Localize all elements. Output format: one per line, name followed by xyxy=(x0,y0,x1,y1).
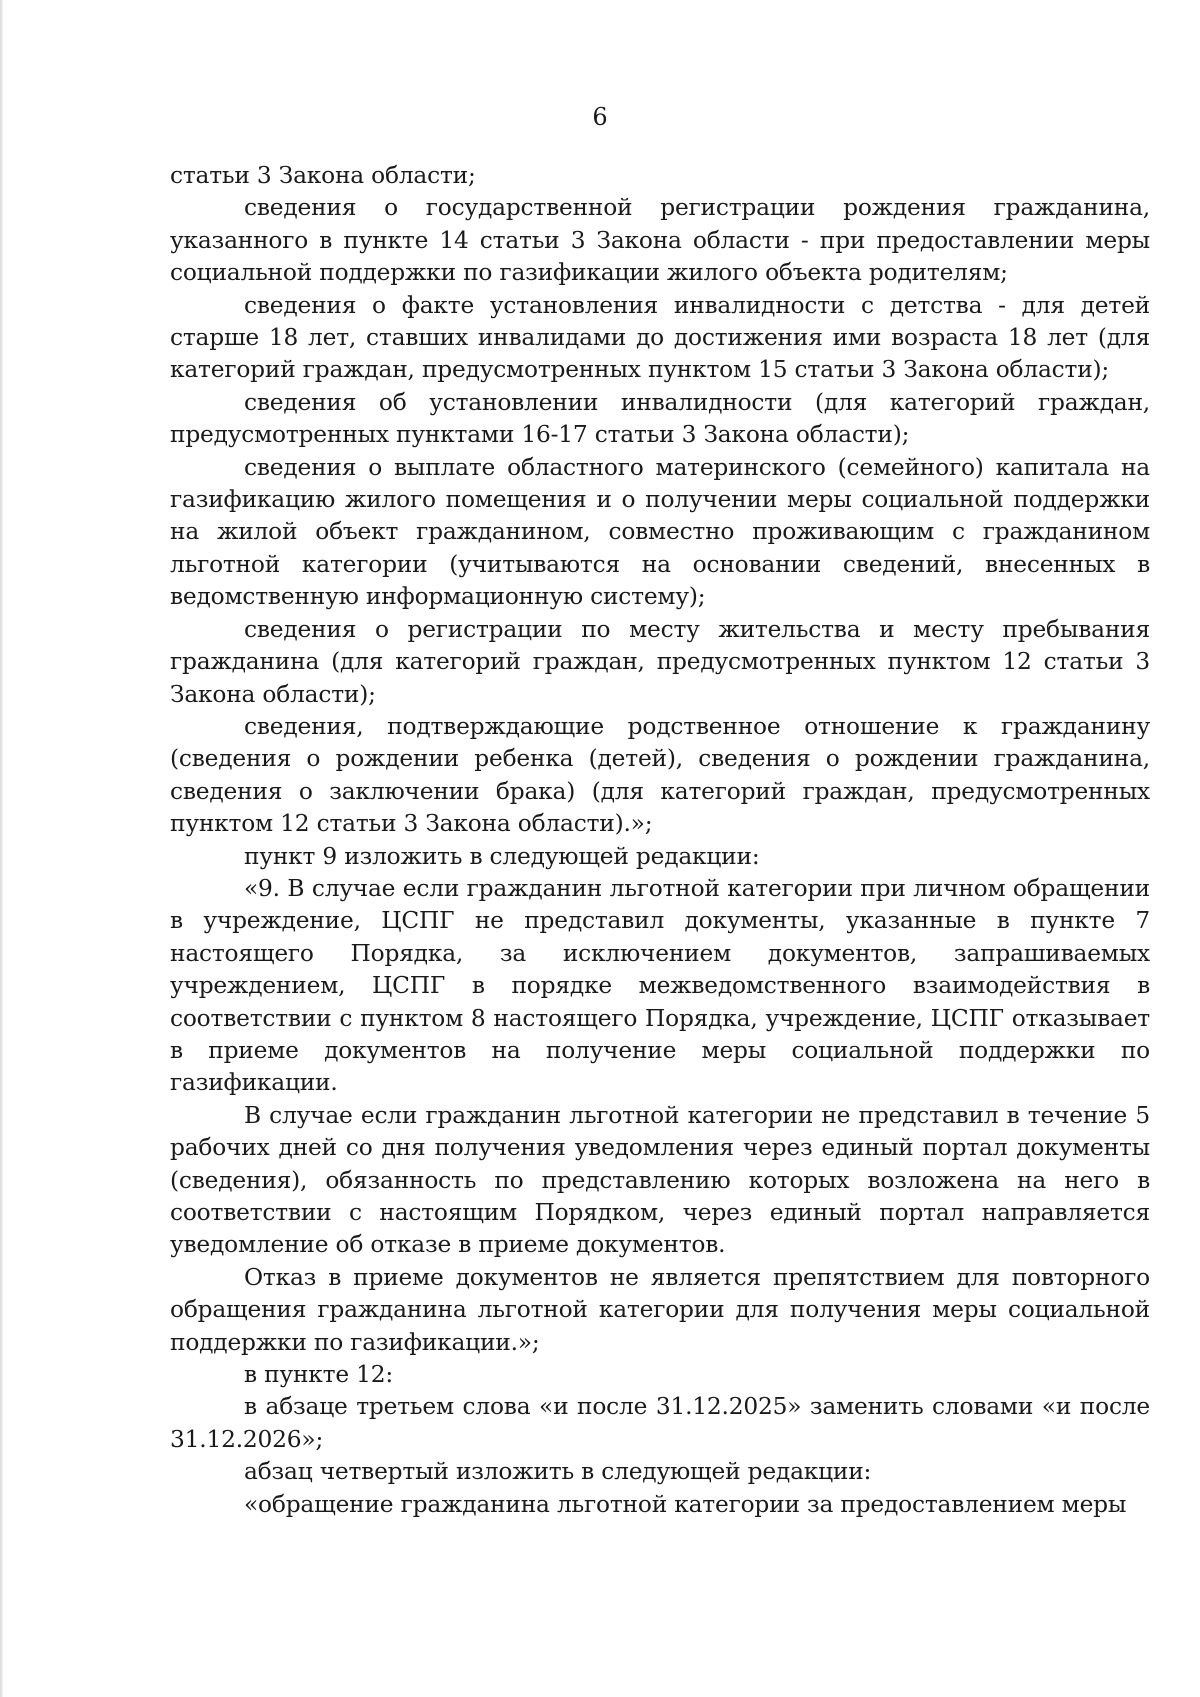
paragraph: абзац четвертый изложить в следующей редакции: xyxy=(244,1458,872,1486)
scan-edge xyxy=(0,0,3,1697)
paragraph: пункт 9 изложить в следующей редакции: xyxy=(244,842,760,870)
paragraph: сведения об установлении инвалидности (для категорий граждан, предусмотренных пунктами 16-17 статьи 3 Закона области); xyxy=(170,388,1150,449)
paragraph: Отказ в приеме документов не является препятствием для повторного обращения гражданина льготной категории для получения меры социальной поддержки по газификации.»; xyxy=(170,1263,1150,1356)
paragraph: сведения о регистрации по месту жительства и месту пребывания гражданина (для категорий граждан, предусмотренных пунктом 12 статьи 3 Закона области); xyxy=(170,615,1150,708)
paragraph: в пункте 12: xyxy=(244,1361,394,1389)
paragraph: «9. В случае если гражданин льготной категории при личном обращении в учреждение, ЦСПГ не представил документы, указанные в пункте 7 настоящего Порядка, за исключением документов, запрашиваемых учреждением, ЦСПГ в порядке межведомственного взаимодействия в соответствии с пунктом 8 настоящего Порядка, учреждение, ЦСПГ отказывает в приеме документов на получение меры социальной поддержки по газификации. xyxy=(170,874,1150,1097)
paragraph: сведения, подтверждающие родственное отношение к гражданину (сведения о рождении ребенка (детей), сведения о рождении гражданина, сведения о заключении брака) (для категорий граждан, предусмотренных пунктом 12 статьи 3 Закона области).»; xyxy=(170,712,1150,838)
paragraph: в абзаце третьем слова «и после 31.12.2025» заменить словами «и после 31.12.2026»; xyxy=(170,1393,1150,1453)
paragraph: сведения о факте установления инвалидности с детства - для детей старше 18 лет, ставших инвалидами до достижения ими возраста 18 лет (для категорий граждан, предусмотренных пунктом 15 статьи 3 Закона области); xyxy=(170,291,1150,384)
page-number: 6 xyxy=(592,103,608,131)
paragraph: сведения о государственной регистрации рождения гражданина, указанного в пункте 14 статьи 3 Закона области - при предоставлении меры социальной поддержки по газификации жилого объекта родителям; xyxy=(170,194,1150,287)
paragraph: В случае если гражданин льготной категории не представил в течение 5 рабочих дней со дня получения уведомления через единый портал документы (сведения), обязанность по представлению которых возложена на него в соответствии с настоящим Порядком, через единый портал направляется уведомление об отказе в приеме документов. xyxy=(170,1101,1150,1259)
paragraph: «обращение гражданина льготной категории за предоставлением меры xyxy=(244,1490,1127,1518)
paragraph: статьи 3 Закона области; xyxy=(170,162,476,189)
paragraph: сведения о выплате областного материнского (семейного) капитала на газификацию жилого помещения и о получении меры социальной поддержки на жилой объект гражданином, совместно проживающим с гражданином льготной категории (учитываются на основании сведений, внесенных в ведомственную информационную систему); xyxy=(170,453,1150,611)
document-body xyxy=(170,160,1150,1521)
